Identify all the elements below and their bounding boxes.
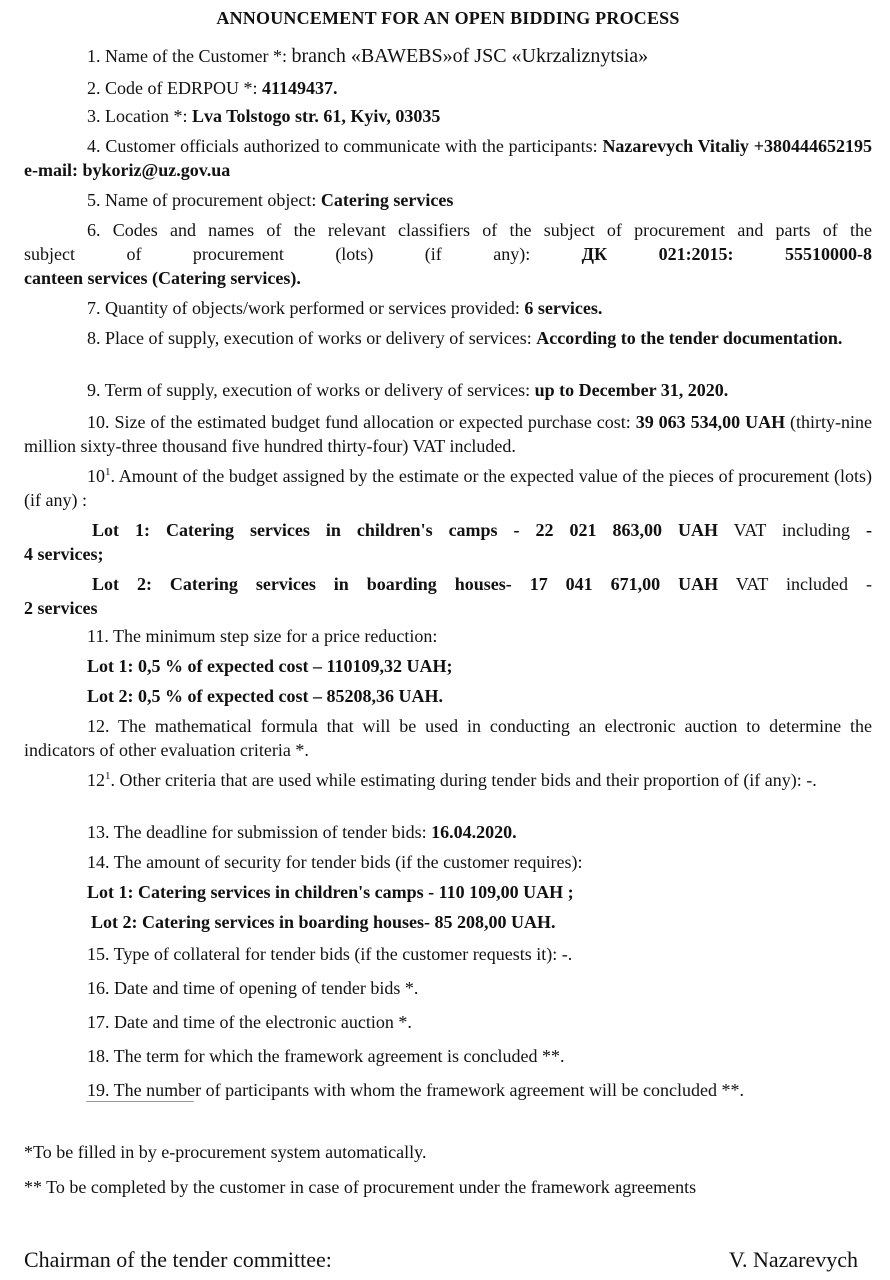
item-other-criteria: $12^1$. Other criteria that are used while estimating during tender bids and their proportion of (if any): -. — [87, 770, 817, 790]
budget-words: (thirty-nine million sixty-three thousand five hundred thirty-four) VAT included. — [24, 412, 873, 456]
document-title: ANNOUNCEMENT FOR AN OPEN BIDDING PROCESS — [216, 8, 680, 28]
item-budget — [24, 410, 872, 458]
officials-value: Nazarevych Vitaliy +380444652195 e-mail: bykoriz@uz.gov.ua — [24, 136, 872, 180]
procurement-object-value: Catering services — [320, 190, 454, 210]
item-label: 8. Place of supply, execution of works or delivery of services: — [87, 328, 537, 348]
item-label: 4. Customer officials authorized to communicate with the participants: — [87, 136, 603, 156]
item-label: 9. Term of supply, execution of works or delivery of services: — [87, 380, 535, 400]
item-deadline — [24, 820, 872, 844]
location-value: Lva Tolstogo str. 61, Kyiv, 03035 — [191, 106, 441, 126]
footnote-2: ** To be completed by the customer in case of procurement under the framework agreements — [24, 1177, 697, 1197]
item-label: 2. Code of EDRPOU *: — [87, 78, 262, 98]
item-framework-participants: 19. The number of participants with whom the framework agreement will be concluded **. — [87, 1080, 744, 1100]
lot-budget-2: Lot 2: Catering services in boarding houses- 17 041 671,00 UAH VAT included - 2 services — [24, 574, 872, 618]
item-quantity — [24, 296, 872, 320]
quantity-value: 6 services. — [524, 298, 603, 318]
item-location — [24, 104, 872, 128]
item-label: 7. Quantity of objects/work performed or services provided: — [87, 298, 525, 318]
min-step-lot-2: Lot 2: 0,5 % of expected cost – 85208,36 UAH. — [87, 686, 443, 706]
item-procurement-object — [24, 188, 872, 212]
classifiers-line-1: 6. Codes and names of the relevant classifiers of the subject of procurement and parts of the — [87, 220, 872, 240]
signature-role: Chairman of the tender committee: — [24, 1247, 332, 1272]
item-label: 10. Size of the estimated budget fund allocation or expected purchase cost: — [87, 412, 636, 432]
item-term-of-supply — [24, 378, 872, 402]
item-label: 1. Name of the Customer *: — [87, 46, 292, 66]
lot-budget-1-title: Lot 1: Catering services in children's camps - 22 021 863,00 UAH — [92, 520, 718, 540]
signature-name: V. Nazarevych — [728, 1247, 858, 1272]
min-step-lot-1: Lot 1: 0,5 % of expected cost – 110109,32 UAH; — [87, 656, 453, 676]
customer-name-value: branch «BAWEBS»of JSC «Ukrzaliznytsia» — [291, 45, 649, 67]
item-framework-term: 18. The term for which the framework agreement is concluded **. — [87, 1046, 565, 1066]
item-classifiers — [24, 218, 872, 290]
item-min-step: 11. The minimum step size for a price reduction: — [87, 626, 438, 646]
item-label: 5. Name of procurement object: — [87, 190, 321, 210]
budget-value: 39 063 534,00 UAH — [635, 412, 786, 432]
item-collateral: 15. Type of collateral for tender bids (if the customer requests it): -. — [87, 944, 573, 964]
item-label: 13. The deadline for submission of tender bids: — [87, 822, 432, 842]
item-security: 14. The amount of security for tender bids (if the customer requires): — [87, 852, 583, 872]
item-label: 3. Location *: — [87, 106, 192, 126]
edrpou-value: 41149437. — [262, 78, 338, 98]
item-edrpou — [24, 76, 872, 100]
lot-budget-1-tail: 4 services; — [24, 544, 104, 564]
security-lot-1: Lot 1: Catering services in children's camps - 110 109,00 UAH ; — [87, 882, 574, 902]
classifier-code: ДК 021:2015: 55510000-8 — [581, 244, 873, 264]
footnote-divider — [86, 1101, 194, 1102]
classifier-name: canteen services (Catering services). — [24, 268, 301, 288]
lot-budget-2-tail: 2 services — [24, 598, 98, 618]
security-lot-2: Lot 2: Catering services in boarding houses- 85 208,00 UAH. — [91, 912, 556, 932]
item-auction-time: 17. Date and time of the electronic auction *. — [87, 1012, 412, 1032]
item-lot-budget: $10^1$. Amount of the budget assigned by the estimate or the expected value of the pieces of procurement (lots) (if any) : — [24, 466, 872, 510]
item-formula: 12. The mathematical formula that will be used in conducting an electronic auction to determine the indicators of other evaluation criteria *. — [24, 716, 872, 760]
lot-budget-1-tail-a: - — [865, 520, 872, 540]
item-officials — [24, 134, 872, 182]
term-of-supply-value: up to December 31, 2020. — [534, 380, 729, 400]
lot-budget-2-title: Lot 2: Catering services in boarding houses- 17 041 671,00 UAH — [92, 574, 719, 594]
item-place-of-supply — [24, 326, 872, 350]
deadline-value: 16.04.2020. — [431, 822, 517, 842]
item-customer-name — [24, 44, 872, 68]
lot-budget-1: Lot 1: Catering services in children's camps - 22 021 863,00 UAH VAT including - 4 services; — [24, 520, 872, 564]
item-opening-time: 16. Date and time of opening of tender bids *. — [87, 978, 419, 998]
footnote-1: *To be filled in by e-procurement system automatically. — [24, 1142, 427, 1162]
classifiers-line-2: subject of procurement (lots) (if any): ДК 021:2015: 55510000-8 — [24, 244, 873, 264]
place-of-supply-value: According to the tender documentation. — [536, 328, 843, 348]
